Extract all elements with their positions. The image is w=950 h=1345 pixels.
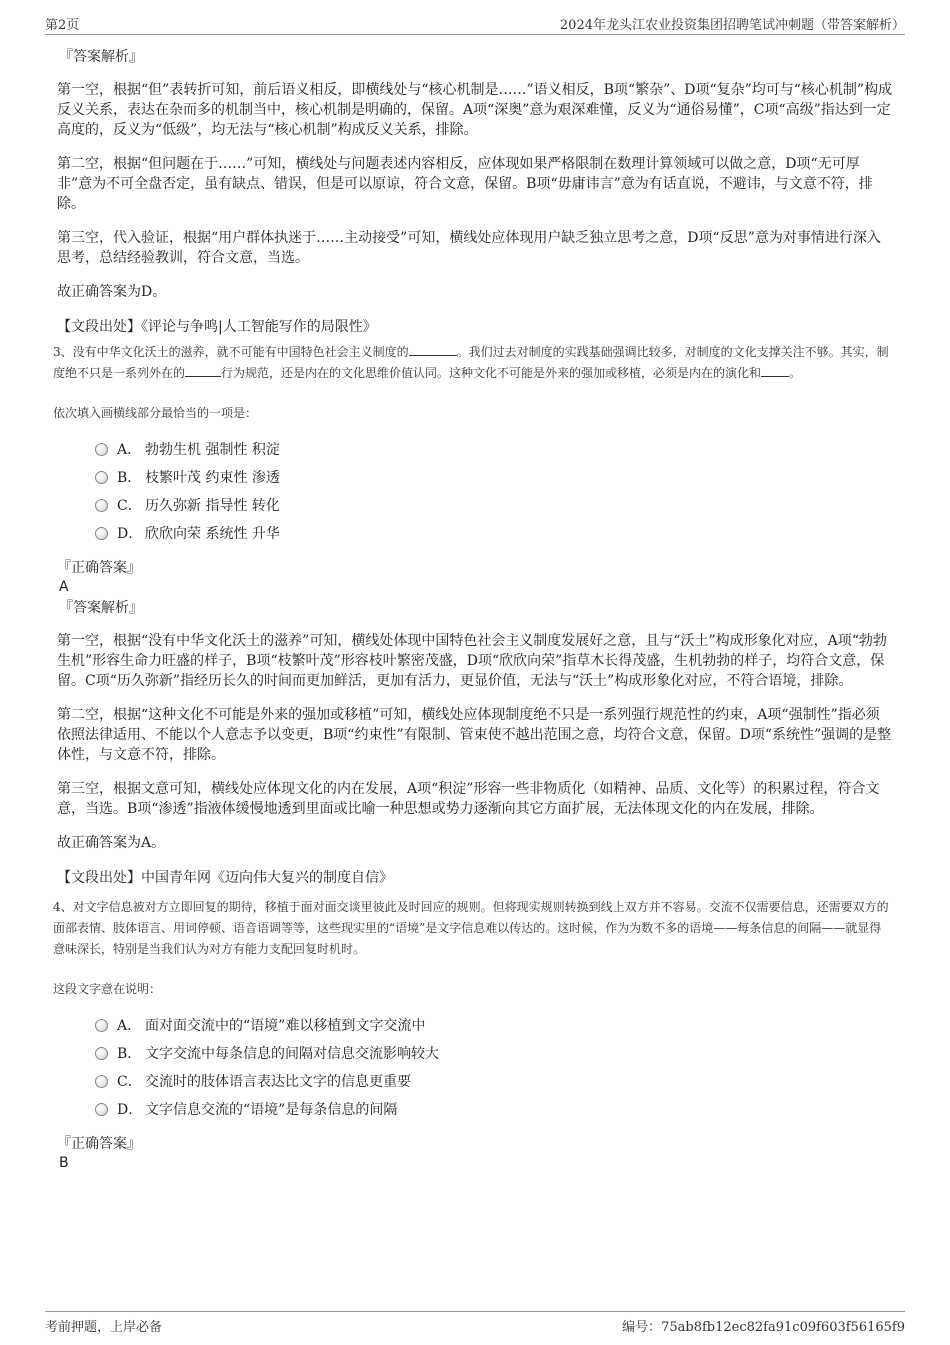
q4-answer-label: 『正确答案』 — [57, 1136, 141, 1152]
q4-options — [95, 1011, 893, 1123]
document-title: 2024年龙头江农业投资集团招聘笔试冲刺题（带答案解析） — [559, 18, 905, 33]
radio-button[interactable] — [95, 1103, 108, 1116]
q2-analysis-label: 『答案解析』 — [59, 49, 143, 65]
radio-button[interactable] — [95, 527, 108, 540]
q3-analysis-label: 『答案解析』 — [59, 600, 143, 616]
option-text: 面对面交流中的“语境”难以移植到文字交流中 — [145, 1018, 426, 1034]
q4-answer: B — [59, 1155, 69, 1171]
q3-answer: A — [59, 579, 69, 595]
radio-button[interactable] — [95, 471, 108, 484]
q4-stem: 4、对文字信息被对方立即回复的期待，移植于面对面交谈里彼此及时回应的规则。但将现实规则转换到线上双方并不容易。交流不仅需要信息，还需要双方的面部表情、肢体语言、用词停顿、语音语调等等，这些现实里的“语境”是文字信息难以传达的。这时候，作为为数不多的语境——每条信息的间隔——就显得意味深长，特别是当我们认为对方有能力支配回复时机时。 — [53, 900, 889, 956]
option-letter: C． — [117, 498, 142, 514]
page-header — [45, 12, 905, 35]
q4-option-c[interactable] — [95, 1067, 893, 1095]
q4-option-b[interactable] — [95, 1039, 893, 1067]
q3-conclusion: 故正确答案为A。 — [57, 835, 166, 851]
q3-stem-part-1: 3、没有中华文化沃土的滋养，就不可能有中国特色社会主义制度的 — [53, 345, 409, 359]
option-text: 欣欣向荣 系统性 升华 — [145, 526, 280, 542]
blank-line — [761, 364, 789, 377]
option-text: 文字交流中每条信息的间隔对信息交流影响较大 — [145, 1046, 439, 1062]
document-serial: 编号：75ab8fb12ec82fa91c09f603f56165f9 — [622, 1320, 905, 1335]
option-text: 勃勃生机 强制性 积淀 — [145, 442, 280, 458]
option-text: 历久弥新 指导性 转化 — [145, 498, 280, 514]
q2-analysis-para-3: 第三空，代入验证，根据“用户群体执迷于……主动接受”可知，横线处应体现用户缺乏独立思考之意，D项“反思”意为对事情进行深入思考，总结经验教训，符合文意，当选。 — [57, 230, 881, 266]
option-letter: D． — [117, 1102, 143, 1118]
q4-option-a[interactable] — [95, 1011, 893, 1039]
q3-prompt: 依次填入画横线部分最恰当的一项是： — [53, 406, 258, 420]
radio-button[interactable] — [95, 499, 108, 512]
q3-analysis-para-1: 第一空，根据“没有中华文化沃土的滋养”可知，横线处体现中国特色社会主义制度发展好之意，且与“沃土”构成形象化对应，A项“勃勃生机”形容生命力旺盛的样子，B项“枝繁叶茂”形容枝叶繁密茂盛，D项“欣欣向荣”指草木长得茂盛，生机勃勃的样子，均符合文意，保留。C项“历久弥新”指经历长久的时间而更加鲜活，更加有活力，更显价值，无法与“沃土”构成形象化对应，不符合语境，排除。 — [57, 633, 887, 689]
q3-analysis-para-2: 第二空，根据“这种文化不可能是外来的强加或移植”可知，横线处应体现制度绝不只是一系列强行规范性的约束，A项“强制性”指必须依照法律适用、不能以个人意志予以变更，B项“约束性”有限制、管束使不越出范围之意，均符合文意，保留。D项“系统性”强调的是整体性，与文意不符，排除。 — [57, 707, 892, 763]
page-content — [53, 44, 893, 1171]
radio-button[interactable] — [95, 1075, 108, 1088]
page-footer — [45, 1311, 905, 1334]
q3-stem — [53, 342, 893, 384]
q3-option-a[interactable] — [95, 435, 893, 463]
footer-slogan: 考前押题，上岸必备 — [45, 1320, 163, 1335]
option-letter: A． — [117, 442, 142, 458]
option-text: 交流时的肢体语言表达比文字的信息更重要 — [145, 1074, 411, 1090]
q3-option-d[interactable] — [95, 519, 893, 547]
q3-stem-part-2: 。我们过去对制度的实践基础强调比较多，对制度的文化支撑关注不够。其实，制度绝不只是一系列外在的 — [53, 345, 889, 380]
page-number: 第2页 — [45, 18, 80, 33]
q3-answer-label: 『正确答案』 — [57, 560, 141, 576]
q3-options — [95, 435, 893, 547]
option-letter: C． — [117, 1074, 142, 1090]
option-letter: D． — [117, 526, 143, 542]
q2-analysis-para-1: 第一空，根据“但”表转折可知，前后语义相反，即横线处与“核心机制是……”语义相反，B项“繁杂”、D项“复杂”均可与“核心机制”构成反义关系，表达在杂而多的机制当中，核心机制是明确的，保留。A项“深奥”意为艰深难懂，反义为“通俗易懂”，C项“高级”指达到一定高度的，反义为“低级”，均无法与“核心机制”构成反义关系，排除。 — [57, 82, 893, 138]
option-letter: B． — [117, 1046, 142, 1062]
radio-button[interactable] — [95, 1019, 108, 1032]
q3-option-c[interactable] — [95, 491, 893, 519]
option-text: 文字信息交流的“语境”是每条信息的间隔 — [145, 1102, 398, 1118]
q2-source: 【文段出处】《评论与争鸣|人工智能写作的局限性》 — [57, 319, 377, 335]
q4-prompt: 这段文字意在说明： — [53, 982, 162, 996]
radio-button[interactable] — [95, 443, 108, 456]
option-letter: B． — [117, 470, 142, 486]
q2-conclusion: 故正确答案为D。 — [57, 284, 167, 300]
q2-analysis-para-2: 第二空，根据“但问题在于……”可知，横线处与问题表述内容相反，应体现如果严格限制在数理计算领域可以做之意，D项“无可厚非”意为不可全盘否定，虽有缺点、错误，但是可以原谅，符合文意，保留。B项“毋庸讳言”意为有话直说，不避讳，与文意不符，排除。 — [57, 156, 873, 212]
option-letter: A． — [117, 1018, 142, 1034]
q3-option-b[interactable] — [95, 463, 893, 491]
blank-line — [409, 343, 457, 356]
q3-source: 【文段出处】中国青年网《迈向伟大复兴的制度自信》 — [57, 870, 393, 886]
q3-stem-part-4: 。 — [789, 366, 802, 380]
q3-analysis-para-3: 第三空，根据文意可知，横线处应体现文化的内在发展，A项“积淀”形容一些非物质化（如精神、品质、文化等）的积累过程，符合文意，当选。B项“渗透”指液体缓慢地透到里面或比喻一种思想或势力逐渐向其它方面扩展，无法体现文化的内在发展，排除。 — [57, 781, 880, 817]
q4-option-d[interactable] — [95, 1095, 893, 1123]
radio-button[interactable] — [95, 1047, 108, 1060]
option-text: 枝繁叶茂 约束性 渗透 — [145, 470, 280, 486]
blank-line — [185, 364, 221, 377]
q3-stem-part-3: 行为规范，还是内在的文化思维价值认同。这种文化不可能是外来的强加或移植，必须是内在的演化和 — [221, 366, 762, 380]
